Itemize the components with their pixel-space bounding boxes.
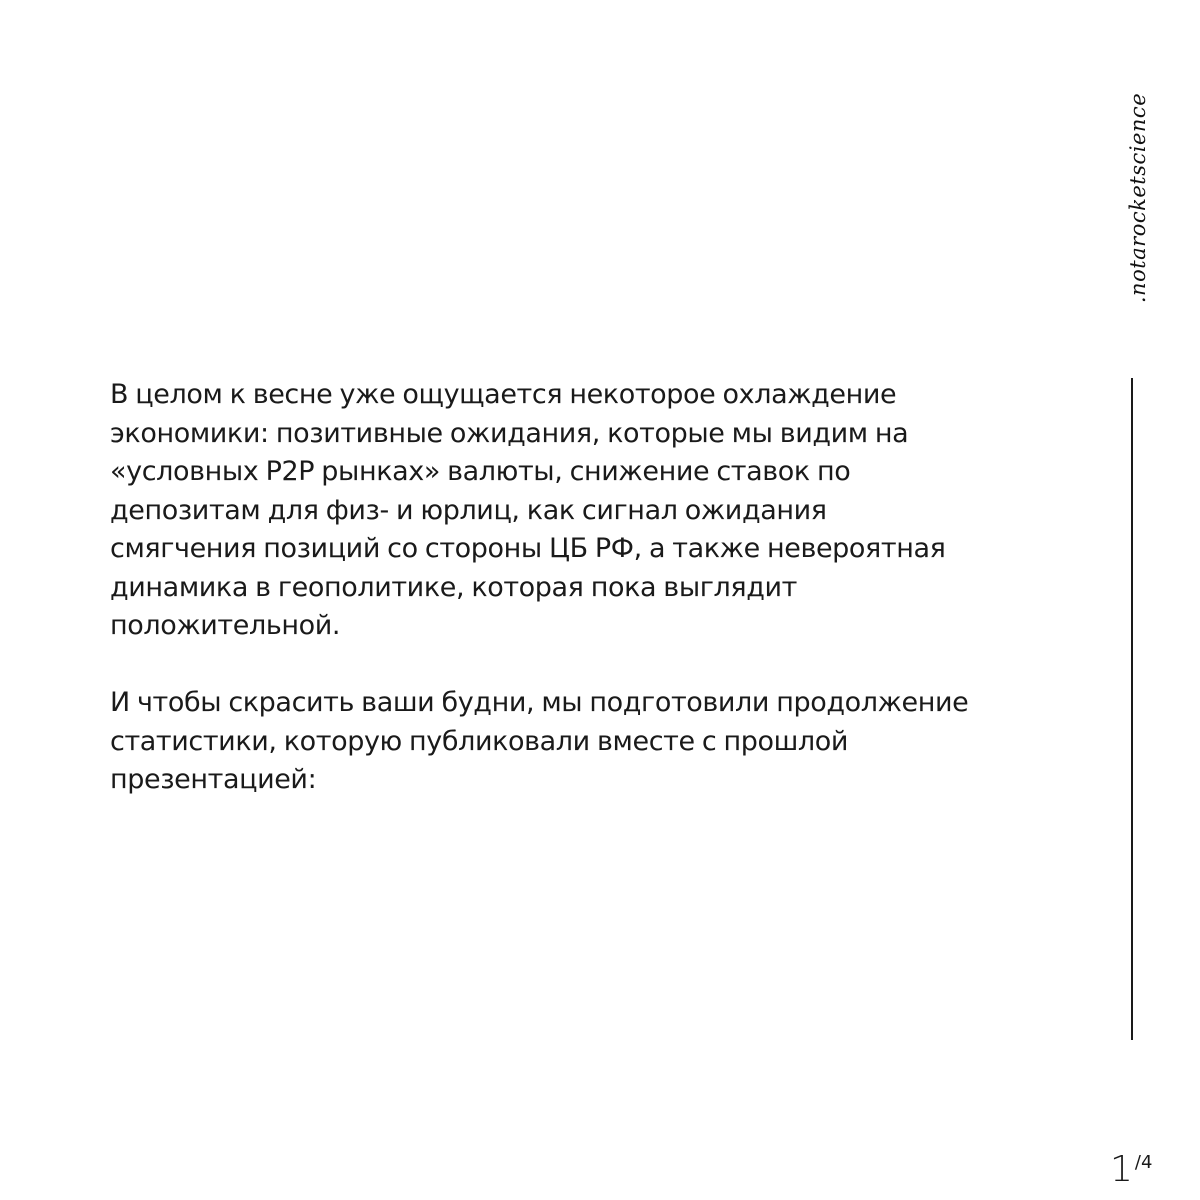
paragraph-intro bbox=[110, 376, 1090, 646]
text-line: И чтобы скрасить ваши будни, мы подготовили продолжение bbox=[110, 687, 969, 718]
page-current: 1 bbox=[1110, 1149, 1133, 1190]
text-line: динамика в геополитике, которая пока выглядит bbox=[110, 571, 797, 603]
text-line: положительной. bbox=[110, 610, 341, 641]
page-total: 4 bbox=[1140, 1152, 1153, 1173]
brand-handle: .notarocketscience bbox=[1126, 92, 1150, 304]
text-line: смягчения позиций со стороны ЦБ РФ, а также невероятная bbox=[110, 533, 946, 564]
page-separator: / bbox=[1134, 1152, 1141, 1173]
text-line: «условных P2P рынках» валюты, снижение ставок по bbox=[110, 456, 851, 487]
text-line: статистики, которую публиковали вместе с прошлой bbox=[110, 725, 849, 757]
text-line: презентацией: bbox=[110, 764, 317, 795]
text-line: депозитам для физ- и юрлиц, как сигнал ожидания bbox=[110, 494, 827, 526]
page-indicator bbox=[1110, 1150, 1152, 1190]
paragraph-followup bbox=[110, 684, 1090, 800]
text-line: В целом к весне уже ощущается некоторое охлаждение bbox=[110, 379, 897, 410]
text-line: экономики: позитивные ожидания, которые мы видим на bbox=[110, 417, 909, 449]
vertical-divider bbox=[1131, 378, 1133, 1040]
slide-body bbox=[110, 376, 1090, 800]
